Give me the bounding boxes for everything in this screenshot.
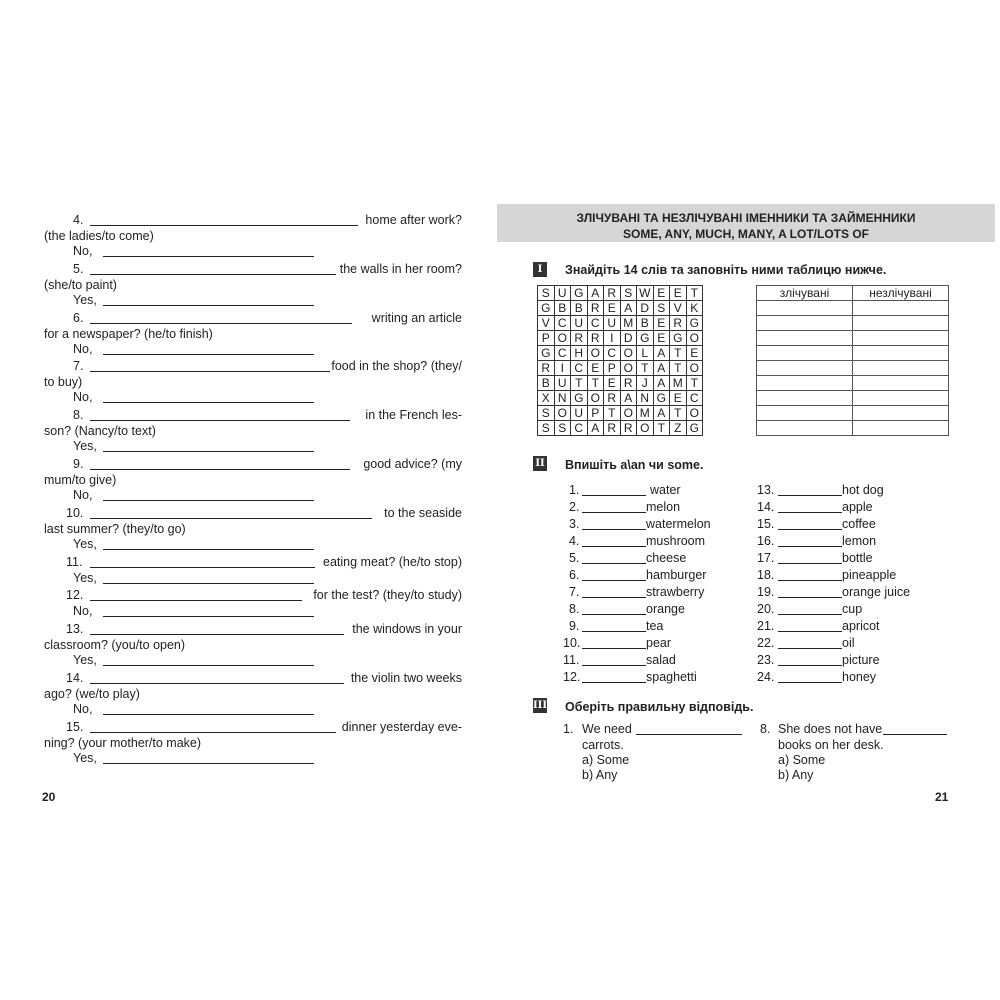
grid-cell[interactable]: I (604, 331, 621, 346)
question-1-number: 1. (563, 722, 574, 736)
grid-cell[interactable]: A (653, 406, 670, 421)
grid-cell[interactable]: J (637, 376, 654, 391)
grid-cell[interactable]: T (571, 376, 588, 391)
grid-cell[interactable]: G (670, 331, 687, 346)
exercise-word: melon (646, 500, 681, 514)
answer-cell[interactable] (757, 361, 853, 376)
exercise-number: 17. (757, 551, 775, 565)
grid-cell[interactable]: T (587, 376, 604, 391)
answer-cell[interactable] (853, 376, 949, 391)
grid-cell[interactable]: V (670, 301, 687, 316)
grid-cell[interactable]: M (670, 376, 687, 391)
grid-cell[interactable]: M (637, 406, 654, 421)
article-blank[interactable] (778, 665, 842, 666)
short-answer-blank[interactable] (103, 500, 314, 501)
short-answer-label: Yes, (73, 751, 97, 765)
item-prompt: to the seaside (384, 506, 462, 520)
exercise-number: 19. (757, 585, 775, 599)
question-1-option-b[interactable]: b) Any (582, 768, 618, 782)
grid-cell[interactable]: V (538, 316, 555, 331)
page-number-left: 20 (42, 790, 56, 804)
grid-cell[interactable]: T (653, 421, 670, 436)
grid-cell[interactable]: K (686, 301, 703, 316)
grid-row (538, 286, 703, 301)
grid-cell[interactable]: B (554, 301, 571, 316)
page-number-right: 21 (935, 790, 949, 804)
exercise-number: 6. (569, 568, 580, 582)
header-uncountable: незлічувані (853, 286, 949, 301)
exercise-word: oil (842, 636, 855, 650)
article-blank[interactable] (582, 682, 646, 683)
answer-blank[interactable] (90, 567, 315, 568)
grid-cell[interactable]: G (571, 286, 588, 301)
exercise-word: mushroom (646, 534, 706, 548)
exercise-number: 8. (569, 602, 580, 616)
article-blank[interactable] (582, 648, 646, 649)
exercise-word: lemon (842, 534, 877, 548)
short-answer-blank[interactable] (103, 665, 314, 666)
grid-cell[interactable]: D (637, 301, 654, 316)
question-8-text-cont: books on her desk. (778, 738, 884, 752)
short-answer-label: Yes, (73, 537, 97, 551)
item-prompt-cont: (she/to paint) (44, 278, 117, 292)
exercise-number: 15. (757, 517, 775, 531)
exercise-number: 20. (757, 602, 775, 616)
short-answer-blank[interactable] (103, 549, 314, 550)
exercise-number: 12. (563, 670, 581, 684)
answer-cell[interactable] (853, 361, 949, 376)
grid-cell[interactable]: W (637, 286, 654, 301)
item-number: 13. (66, 622, 84, 636)
short-answer-label: No, (73, 488, 93, 502)
grid-row (538, 316, 703, 331)
article-blank[interactable] (582, 563, 646, 564)
article-blank[interactable] (582, 614, 646, 615)
item-prompt: for the test? (they/to study) (313, 588, 462, 602)
item-prompt: the walls in her room? (339, 262, 462, 276)
grid-cell[interactable]: C (554, 346, 571, 361)
grid-cell[interactable]: G (571, 391, 588, 406)
answer-blank[interactable] (90, 225, 358, 226)
grid-cell[interactable]: T (637, 361, 654, 376)
grid-cell[interactable]: C (571, 361, 588, 376)
grid-cell[interactable]: B (538, 376, 555, 391)
article-blank[interactable] (778, 648, 842, 649)
grid-cell[interactable]: A (620, 301, 637, 316)
question-1-blank[interactable] (636, 734, 742, 735)
short-answer-blank[interactable] (103, 402, 314, 403)
grid-cell[interactable]: O (587, 346, 604, 361)
article-blank[interactable] (582, 597, 646, 598)
exercise-number: 5. (569, 551, 580, 565)
item-prompt-cont: last summer? (they/to go) (44, 522, 186, 536)
grid-row (538, 301, 703, 316)
grid-cell[interactable]: G (653, 391, 670, 406)
grid-cell[interactable]: Z (670, 421, 687, 436)
grid-cell[interactable]: E (653, 316, 670, 331)
grid-cell[interactable]: O (686, 331, 703, 346)
grid-cell[interactable]: T (686, 376, 703, 391)
section-title: ЗЛІЧУВАНІ ТА НЕЗЛІЧУВАНІ ІМЕННИКИ ТА ЗАЙМЕННИКИ (576, 211, 916, 225)
short-answer-blank[interactable] (103, 305, 314, 306)
article-blank[interactable] (778, 631, 842, 632)
grid-cell[interactable]: O (620, 406, 637, 421)
short-answer-label: Yes, (73, 653, 97, 667)
exercise-number: 18. (757, 568, 775, 582)
answer-cell[interactable] (757, 376, 853, 391)
grid-cell[interactable]: O (620, 361, 637, 376)
exercise-word: picture (842, 653, 880, 667)
grid-cell[interactable]: R (604, 286, 621, 301)
exercise-word: hot dog (842, 483, 884, 497)
article-blank[interactable] (582, 665, 646, 666)
exercise-number: 4. (569, 534, 580, 548)
task-title-2: Впишіть a\an чи some. (565, 458, 704, 472)
grid-cell[interactable]: S (538, 286, 555, 301)
article-blank[interactable] (778, 580, 842, 581)
question-8-blank[interactable] (883, 734, 947, 735)
grid-cell[interactable]: O (554, 331, 571, 346)
exercise-word: apple (842, 500, 873, 514)
grid-row (538, 376, 703, 391)
item-number: 11. (66, 555, 83, 569)
exercise-number: 16. (757, 534, 775, 548)
short-answer-blank[interactable] (103, 763, 314, 764)
grid-cell[interactable]: E (670, 286, 687, 301)
exercise-word: hamburger (646, 568, 707, 582)
item-number: 14. (66, 671, 84, 685)
exercise-number: 23. (757, 653, 775, 667)
grid-cell[interactable]: S (653, 301, 670, 316)
item-prompt: home after work? (365, 213, 462, 227)
item-number: 15. (66, 720, 84, 734)
grid-cell[interactable]: E (604, 301, 621, 316)
grid-cell[interactable]: B (637, 316, 654, 331)
exercise-word: cheese (646, 551, 687, 565)
article-blank[interactable] (778, 495, 842, 496)
grid-cell[interactable]: S (554, 421, 571, 436)
short-answer-blank[interactable] (103, 714, 314, 715)
article-blank[interactable] (778, 682, 842, 683)
item-number: 12. (66, 588, 84, 602)
grid-cell[interactable]: R (604, 421, 621, 436)
answer-blank[interactable] (90, 469, 350, 470)
item-prompt-cont: for a newspaper? (he/to finish) (44, 327, 213, 341)
grid-cell[interactable]: A (620, 391, 637, 406)
grid-cell[interactable]: E (653, 331, 670, 346)
item-prompt: the windows in your (352, 622, 462, 636)
grid-cell[interactable]: H (571, 346, 588, 361)
short-answer-blank[interactable] (103, 451, 314, 452)
item-number: 8. (73, 408, 84, 422)
grid-row (538, 361, 703, 376)
grid-cell[interactable]: S (538, 421, 555, 436)
item-prompt-cont: son? (Nancy/to text) (44, 424, 156, 438)
short-answer-label: No, (73, 342, 93, 356)
grid-cell[interactable]: O (620, 346, 637, 361)
answer-cell[interactable] (757, 301, 853, 316)
grid-cell[interactable]: S (620, 286, 637, 301)
question-8-text: She does not have (778, 722, 883, 736)
grid-cell[interactable]: R (604, 391, 621, 406)
grid-cell[interactable]: E (686, 346, 703, 361)
word-search-grid (537, 285, 703, 436)
answer-cell[interactable] (853, 406, 949, 421)
task-title-3: Оберіть правильну відповідь. (565, 700, 754, 714)
item-prompt: the violin two weeks (350, 671, 462, 685)
grid-cell[interactable]: G (538, 301, 555, 316)
short-answer-blank[interactable] (103, 583, 314, 584)
grid-row (538, 406, 703, 421)
article-blank[interactable] (778, 597, 842, 598)
task-title-1: Знайдіть 14 слів та заповніть ними таблицю нижче. (565, 263, 887, 277)
question-8-option-b[interactable]: b) Any (778, 768, 814, 782)
grid-row (538, 391, 703, 406)
exercise-number: 21. (757, 619, 775, 633)
question-8-option-a[interactable]: a) Some (778, 753, 826, 767)
article-blank[interactable] (778, 563, 842, 564)
short-answer-label: No, (73, 244, 93, 258)
grid-cell[interactable]: C (554, 316, 571, 331)
exercise-number: 7. (569, 585, 580, 599)
answer-cell[interactable] (853, 316, 949, 331)
exercise-word: salad (646, 653, 676, 667)
grid-cell[interactable]: U (571, 316, 588, 331)
answer-cell[interactable] (853, 391, 949, 406)
grid-cell[interactable]: B (571, 301, 588, 316)
item-prompt-cont: to buy) (44, 375, 83, 389)
item-prompt-cont: classroom? (you/to open) (44, 638, 186, 652)
exercise-word: water (650, 483, 681, 497)
grid-cell[interactable]: U (554, 376, 571, 391)
exercise-word: apricot (842, 619, 880, 633)
answer-cell[interactable] (853, 346, 949, 361)
article-blank[interactable] (778, 512, 842, 513)
exercise-number: 22. (757, 636, 775, 650)
grid-cell[interactable]: A (587, 286, 604, 301)
item-number: 10. (66, 506, 84, 520)
grid-cell[interactable]: P (538, 331, 555, 346)
grid-cell[interactable]: C (571, 421, 588, 436)
grid-cell[interactable]: U (604, 316, 621, 331)
section-subtitle: SOME, ANY, MUCH, MANY, A LOT/LOTS OF (623, 227, 869, 241)
article-blank[interactable] (778, 614, 842, 615)
exercise-number: 1. (569, 483, 580, 497)
grid-cell[interactable]: T (604, 406, 621, 421)
grid-cell[interactable]: M (620, 316, 637, 331)
exercise-word: tea (646, 619, 664, 633)
item-prompt: in the French les- (365, 408, 462, 422)
item-prompt-cont: ago? (we/to play) (44, 687, 140, 701)
grid-cell[interactable]: T (670, 361, 687, 376)
exercise-number: 13. (757, 483, 775, 497)
item-number: 5. (73, 262, 84, 276)
grid-cell[interactable]: G (686, 421, 703, 436)
grid-cell[interactable]: E (604, 376, 621, 391)
article-blank[interactable] (778, 546, 842, 547)
grid-cell[interactable]: U (554, 286, 571, 301)
article-blank[interactable] (582, 580, 646, 581)
grid-row (538, 421, 703, 436)
header-countable: злічувані (757, 286, 853, 301)
exercise-word: watermelon (646, 517, 711, 531)
grid-cell[interactable]: E (587, 361, 604, 376)
grid-cell[interactable]: D (620, 331, 637, 346)
grid-cell[interactable]: R (587, 331, 604, 346)
exercise-word: honey (842, 670, 877, 684)
grid-cell[interactable]: O (637, 421, 654, 436)
answer-cell[interactable] (757, 421, 853, 436)
grid-row (538, 331, 703, 346)
grid-cell[interactable]: G (686, 316, 703, 331)
grid-cell[interactable]: O (587, 391, 604, 406)
answer-blank[interactable] (90, 274, 336, 275)
question-1-option-a[interactable]: a) Some (582, 753, 630, 767)
exercise-word: orange (646, 602, 685, 616)
exercise-word: bottle (842, 551, 873, 565)
exercise-word: cup (842, 602, 863, 616)
grid-cell[interactable]: A (653, 346, 670, 361)
question-1-text-cont: carrots. (582, 738, 624, 752)
answer-blank[interactable] (90, 732, 336, 733)
article-blank[interactable] (582, 546, 646, 547)
grid-cell[interactable]: N (554, 391, 571, 406)
grid-cell[interactable]: R (620, 421, 637, 436)
item-number: 9. (73, 457, 84, 471)
grid-cell[interactable]: E (653, 286, 670, 301)
item-prompt-cont: (the ladies/to come) (44, 229, 154, 243)
answer-blank[interactable] (90, 518, 372, 519)
answer-cell[interactable] (757, 391, 853, 406)
answer-cell[interactable] (757, 316, 853, 331)
exercise-word: coffee (842, 517, 876, 531)
item-prompt-cont: ning? (your mother/to make) (44, 736, 202, 750)
short-answer-label: No, (73, 702, 93, 716)
answer-cell[interactable] (853, 301, 949, 316)
exercise-word: spaghetti (646, 670, 697, 684)
grid-cell[interactable]: U (571, 406, 588, 421)
item-number: 6. (73, 311, 84, 325)
grid-row (538, 346, 703, 361)
grid-cell[interactable]: N (637, 391, 654, 406)
grid-cell[interactable]: P (604, 361, 621, 376)
grid-cell[interactable]: O (554, 406, 571, 421)
exercise-number: 2. (569, 500, 580, 514)
answer-blank[interactable] (90, 683, 344, 684)
short-answer-label: No, (73, 390, 93, 404)
answer-blank[interactable] (90, 420, 350, 421)
answer-blank[interactable] (90, 600, 302, 601)
answer-cell[interactable] (853, 421, 949, 436)
short-answer-label: Yes, (73, 293, 97, 307)
grid-cell[interactable]: S (538, 406, 555, 421)
grid-cell[interactable]: T (670, 406, 687, 421)
item-prompt: eating meat? (he/to stop) (323, 555, 462, 569)
short-answer-blank[interactable] (103, 616, 314, 617)
grid-cell[interactable]: R (620, 376, 637, 391)
answer-blank[interactable] (90, 371, 330, 372)
grid-cell[interactable]: A (653, 361, 670, 376)
task-badge-2: II (533, 456, 547, 471)
question-1-text: We need (582, 722, 632, 736)
task-badge-3: III (533, 700, 548, 711)
item-number: 4. (73, 213, 84, 227)
item-prompt: food in the shop? (they/ (331, 359, 462, 373)
exercise-number: 3. (569, 517, 580, 531)
grid-cell[interactable]: L (637, 346, 654, 361)
exercise-word: pear (646, 636, 672, 650)
article-blank[interactable] (582, 631, 646, 632)
exercise-number: 14. (757, 500, 775, 514)
grid-cell[interactable]: C (604, 346, 621, 361)
article-blank[interactable] (582, 495, 646, 496)
grid-cell[interactable]: R (538, 361, 555, 376)
item-prompt: dinner yesterday eve- (341, 720, 462, 734)
answer-cell[interactable] (757, 346, 853, 361)
grid-cell[interactable]: X (538, 391, 555, 406)
item-prompt: good advice? (my (363, 457, 462, 471)
exercise-number: 11. (563, 653, 580, 667)
exercise-word: strawberry (646, 585, 705, 599)
grid-cell[interactable]: T (686, 286, 703, 301)
grid-cell[interactable]: R (571, 331, 588, 346)
exercise-number: 9. (569, 619, 580, 633)
item-number: 7. (73, 359, 84, 373)
article-blank[interactable] (778, 529, 842, 530)
article-blank[interactable] (582, 512, 646, 513)
grid-cell[interactable]: G (538, 346, 555, 361)
grid-cell[interactable]: O (686, 361, 703, 376)
grid-cell[interactable]: O (686, 406, 703, 421)
short-answer-label: No, (73, 604, 93, 618)
grid-cell[interactable]: R (587, 301, 604, 316)
short-answer-blank[interactable] (103, 354, 314, 355)
grid-cell[interactable]: P (587, 406, 604, 421)
exercise-number: 24. (757, 670, 775, 684)
grid-cell[interactable]: R (670, 316, 687, 331)
answer-table (756, 285, 949, 436)
exercise-number: 10. (563, 636, 581, 650)
article-blank[interactable] (582, 529, 646, 530)
short-answer-blank[interactable] (103, 256, 314, 257)
grid-cell[interactable]: C (587, 316, 604, 331)
grid-cell[interactable]: A (587, 421, 604, 436)
exercise-word: pineapple (842, 568, 897, 582)
answer-cell[interactable] (757, 331, 853, 346)
grid-cell[interactable]: T (670, 346, 687, 361)
grid-cell[interactable]: G (637, 331, 654, 346)
item-prompt-cont: mum/to give) (44, 473, 117, 487)
grid-cell[interactable]: I (554, 361, 571, 376)
answer-blank[interactable] (90, 634, 344, 635)
question-8-number: 8. (760, 722, 771, 736)
grid-cell[interactable]: C (686, 391, 703, 406)
task-badge-1: I (533, 262, 547, 277)
short-answer-label: Yes, (73, 439, 97, 453)
grid-cell[interactable]: E (670, 391, 687, 406)
grid-cell[interactable]: A (653, 376, 670, 391)
answer-blank[interactable] (90, 323, 352, 324)
item-prompt: writing an article (371, 311, 462, 325)
short-answer-label: Yes, (73, 571, 97, 585)
answer-cell[interactable] (757, 406, 853, 421)
exercise-word: orange juice (842, 585, 911, 599)
answer-cell[interactable] (853, 331, 949, 346)
